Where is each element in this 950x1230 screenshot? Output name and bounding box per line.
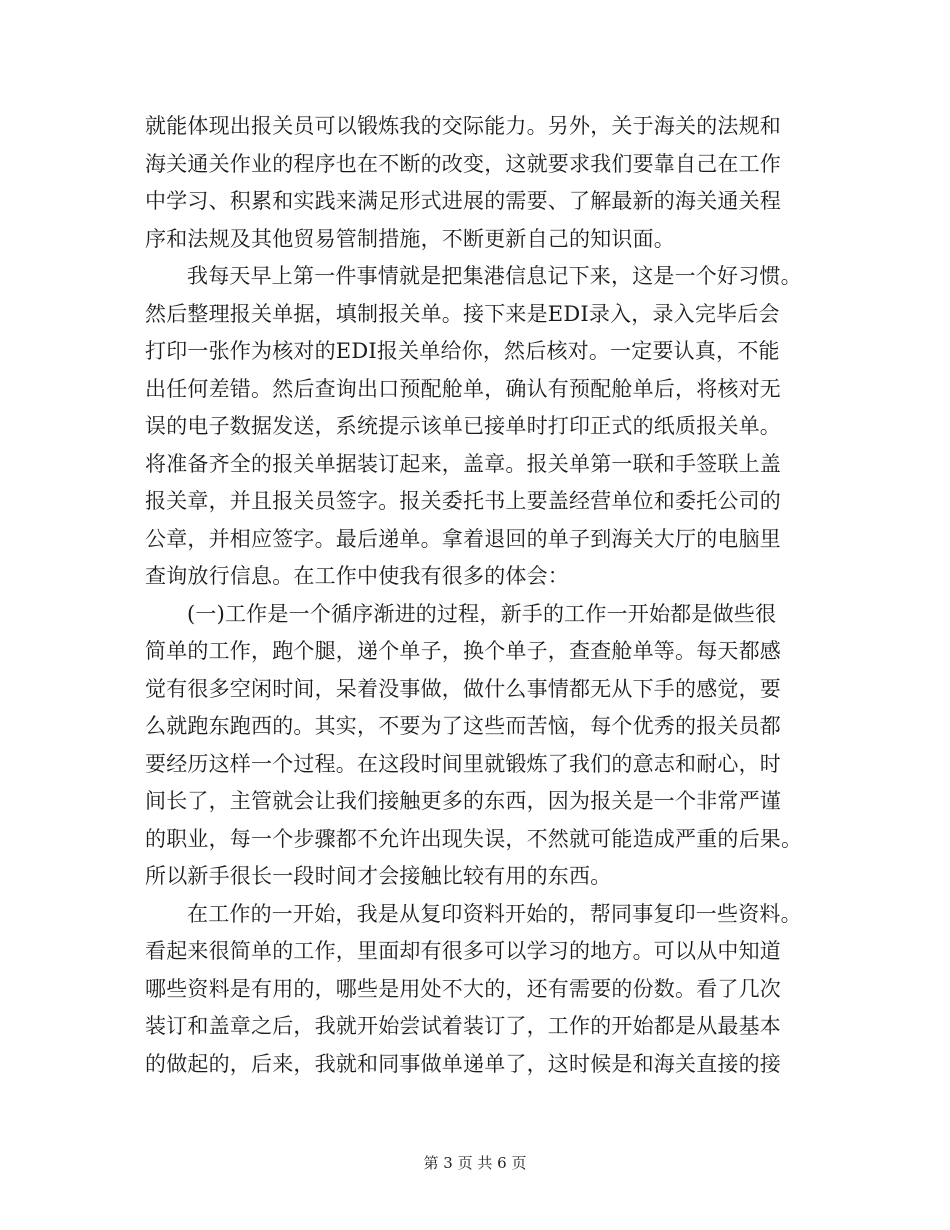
text-line: 么就跑东跑西的。其实，不要为了这些而苦恼，每个优秀的报关员都 <box>145 714 781 738</box>
text-line: 的做起的，后来，我就和同事做单递单了，这时候是和海关直接的接 <box>145 1051 781 1076</box>
text-line: 所以新手很长一段时间才会接触比较有用的东西。 <box>145 864 612 888</box>
text-line: 然后整理报关单据，填制报关单。接下来是EDI录入，录入完毕后会 <box>145 301 780 326</box>
text-line: 误的电子数据发送，系统提示该单已接单时打印正式的纸质报关单。 <box>145 414 781 438</box>
text-line: 要经历这样一个过程。在这段时间里就锻炼了我们的意志和耐心，时 <box>145 751 781 776</box>
document-body <box>145 108 805 1083</box>
text-line: 觉有很多空闲时间，呆着没事做，做什么事情都无从下手的感觉，要 <box>145 676 781 701</box>
page-number-footer: 第 3 页 共 6 页 <box>423 1154 527 1172</box>
text-line: 报关章，并且报关员签字。报关委托书上要盖经营单位和委托公司的 <box>145 489 781 513</box>
text-line: 将准备齐全的报关单据装订起来，盖章。报关单第一联和手签联上盖 <box>145 451 781 476</box>
text-line: 出任何差错。然后查询出口预配舱单，确认有预配舱单后，将核对无 <box>145 376 781 401</box>
text-line: 中学习、积累和实践来满足形式进展的需要、了解最新的海关通关程 <box>145 189 781 213</box>
paragraph-first-line: 我每天早上第一件事情就是把集港信息记下来，这是一个好习惯。 <box>187 264 802 288</box>
text-line: 查询放行信息。在工作中使我有很多的体会： <box>145 564 569 588</box>
text-line: 海关通关作业的程序也在不断的改变，这就要求我们要靠自己在工作 <box>145 151 781 176</box>
text-line: 看起来很简单的工作，里面却有很多可以学习的地方。可以从中知道 <box>145 939 781 963</box>
text-line: 公章，并相应签字。最后递单。拿着退回的单子到海关大厅的电脑里 <box>145 526 781 551</box>
text-line: 的职业，每一个步骤都不允许出现失误，不然就可能造成严重的后果。 <box>145 826 803 851</box>
text-line: 就能体现出报关员可以锻炼我的交际能力。另外，关于海关的法规和 <box>145 114 781 138</box>
text-line: 序和法规及其他贸易管制措施，不断更新自己的知识面。 <box>145 226 675 251</box>
paragraph-first-line: 在工作的一开始，我是从复印资料开始的，帮同事复印一些资料。 <box>187 901 802 926</box>
text-line: 装订和盖章之后，我就开始尝试着装订了，工作的开始都是从最基本 <box>145 1014 781 1038</box>
text-line: 间长了，主管就会让我们接触更多的东西，因为报关是一个非常严谨 <box>145 789 781 813</box>
text-line: 简单的工作，跑个腿，递个单子，换个单子，查查舱单等。每天都感 <box>145 639 781 663</box>
text-line: 打印一张作为核对的EDI报关单给你，然后核对。一定要认真，不能 <box>145 339 780 363</box>
paragraph-first-line: (一)工作是一个循序渐进的过程，新手的工作一开始都是做些很 <box>187 601 777 626</box>
text-line: 哪些资料是有用的，哪些是用处不大的，还有需要的份数。看了几次 <box>145 976 781 1001</box>
